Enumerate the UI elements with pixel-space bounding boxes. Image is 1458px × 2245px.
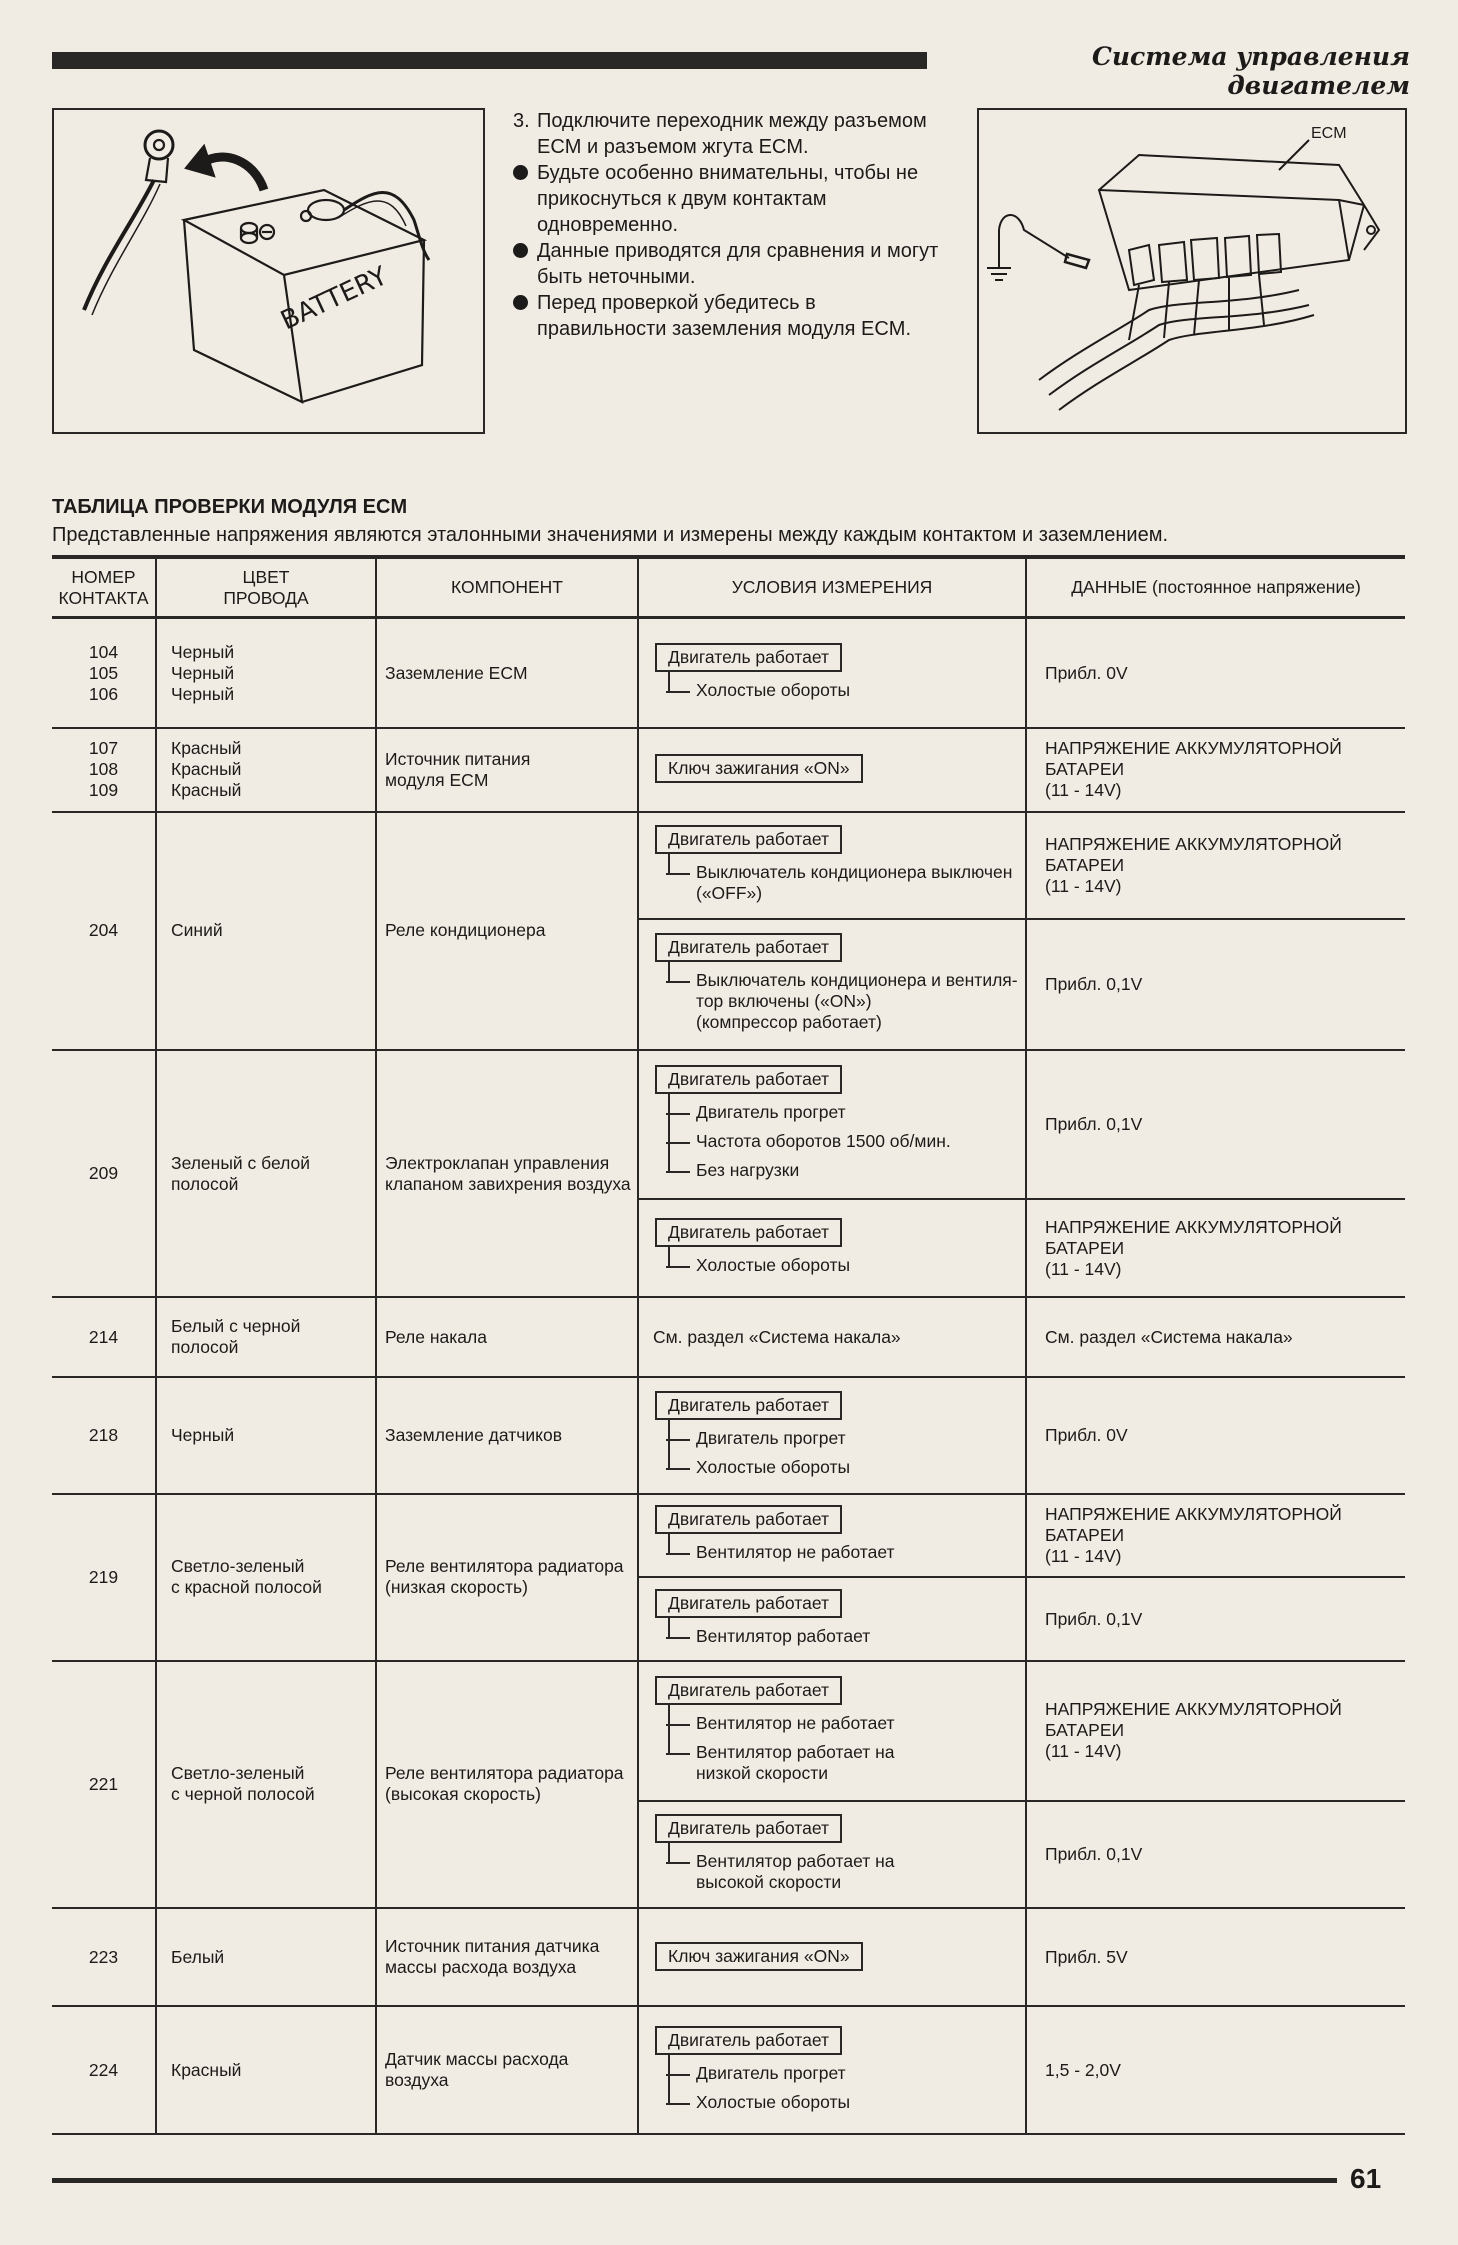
condition-item: Двигатель прогрет — [666, 1420, 1025, 1449]
page-header-title: Система управления двигателем — [1091, 42, 1410, 100]
data-value-cell: См. раздел «Система накала» — [1026, 1297, 1405, 1377]
component-cell: Заземление ECM — [376, 618, 638, 729]
condition-item: Вентилятор не работает — [666, 1534, 1025, 1563]
data-value-cell: Прибл. 0V — [1026, 1377, 1405, 1493]
condition-group — [639, 1499, 1025, 1571]
table-subtitle: Представленные напряжения являются эталонными значениями и измерены между каждым контактом и заземлением. — [52, 524, 1169, 546]
condition-box: Двигатель работает — [655, 643, 842, 672]
component-cell: Реле кондиционера — [376, 812, 638, 1050]
condition-item: Холостые обороты — [666, 1247, 1025, 1276]
instruction-bullet — [513, 238, 943, 290]
conditions-cell — [638, 1577, 1026, 1661]
instruction-text: Данные приводятся для сравнения и могут быть неточными. — [537, 240, 939, 288]
pin-cell: 224 — [52, 2006, 156, 2134]
condition-item: Выключатель кондиционера выключен («OFF») — [666, 854, 1025, 904]
condition-item: Холостые обороты — [666, 2084, 1025, 2113]
data-value-cell: Прибл. 0,1V — [1026, 1050, 1405, 1199]
conditions-cell — [638, 1377, 1026, 1493]
condition-box: Ключ зажигания «ON» — [655, 1942, 863, 1971]
conditions-cell — [638, 919, 1026, 1050]
condition-box: Двигатель работает — [655, 933, 842, 962]
instruction-bullet — [513, 160, 943, 238]
condition-group — [639, 1808, 1025, 1901]
conditions-cell — [638, 1050, 1026, 1199]
instruction-step — [513, 108, 943, 160]
table-row — [52, 1661, 1405, 1801]
page-number: 61 — [1350, 2163, 1382, 2194]
condition-group — [639, 637, 1025, 709]
condition-tree — [668, 1534, 1025, 1563]
condition-item: Вентилятор не работает — [666, 1705, 1025, 1734]
table-row — [52, 1297, 1405, 1377]
pin-cell: 221 — [52, 1661, 156, 1908]
ecm-illustration — [977, 108, 1407, 434]
wire-color-cell: Белый с черной полосой — [156, 1297, 376, 1377]
header-wire-color: ЦВЕТ ПРОВОДА — [156, 557, 376, 618]
condition-tree — [668, 1843, 1025, 1893]
condition-box: Двигатель работает — [655, 1814, 842, 1843]
condition-item: Без нагрузки — [666, 1152, 1025, 1181]
pin-cell: 104 105 106 — [52, 618, 156, 729]
bullet-icon — [513, 243, 528, 258]
condition-item: Вентилятор работает на низкой скорости — [666, 1734, 1025, 1784]
pin-cell: 219 — [52, 1494, 156, 1661]
wire-color-cell: Светло-зеленый с черной полосой — [156, 1661, 376, 1908]
conditions-cell — [638, 618, 1026, 729]
instruction-text: Будьте особенно внимательны, чтобы не прикоснуться к двум контактам одновременно. — [537, 162, 919, 236]
data-value-cell: НАПРЯЖЕНИЕ АККУМУЛЯТОРНОЙ БАТАРЕИ (11 - 14V) — [1026, 1661, 1405, 1801]
conditions-cell — [638, 1908, 1026, 2006]
header-rule — [52, 52, 927, 69]
header-data: ДАННЫЕ (постоянное напряжение) — [1026, 557, 1405, 618]
condition-tree — [668, 672, 1025, 701]
condition-item: Холостые обороты — [666, 1449, 1025, 1478]
battery-label: BATTERY — [276, 261, 392, 337]
pin-cell: 209 — [52, 1050, 156, 1297]
conditions-cell — [638, 1661, 1026, 1801]
condition-group — [639, 1583, 1025, 1655]
header-pin: НОМЕР КОНТАКТА — [52, 557, 156, 618]
condition-tree — [668, 2055, 1025, 2113]
wire-color-cell: Красный — [156, 2006, 376, 2134]
data-value-cell: Прибл. 0,1V — [1026, 1577, 1405, 1661]
instruction-bullet — [513, 290, 943, 342]
bullet-icon — [513, 295, 528, 310]
data-value-cell: Прибл. 0,1V — [1026, 1801, 1405, 1908]
component-cell: Реле накала — [376, 1297, 638, 1377]
condition-tree — [668, 1618, 1025, 1647]
condition-tree — [668, 962, 1025, 1033]
condition-item: Частота оборотов 1500 об/мин. — [666, 1123, 1025, 1152]
component-cell: Реле вентилятора радиатора (высокая скорость) — [376, 1661, 638, 1908]
condition-tree — [668, 1094, 1025, 1181]
instruction-text: Подключите переходник между разъемом ECM и разъемом жгута ECM. — [537, 110, 927, 158]
pin-cell: 214 — [52, 1297, 156, 1377]
condition-group — [639, 748, 1025, 791]
condition-box: Двигатель работает — [655, 1676, 842, 1705]
condition-group — [639, 1385, 1025, 1486]
condition-box: Двигатель работает — [655, 1218, 842, 1247]
pin-cell: 223 — [52, 1908, 156, 2006]
condition-box: Двигатель работает — [655, 2026, 842, 2055]
header-component: КОМПОНЕНТ — [376, 557, 638, 618]
pin-cell: 107 108 109 — [52, 728, 156, 812]
condition-box: Ключ зажигания «ON» — [655, 754, 863, 783]
condition-group — [639, 819, 1025, 912]
footer-rule — [52, 2178, 1337, 2183]
conditions-cell — [638, 812, 1026, 919]
condition-group — [639, 1212, 1025, 1284]
condition-group — [639, 1059, 1025, 1189]
table-row — [52, 728, 1405, 812]
table-row — [52, 1050, 1405, 1199]
data-value-cell: 1,5 - 2,0V — [1026, 2006, 1405, 2134]
table-row — [52, 812, 1405, 919]
battery-illustration — [52, 108, 485, 434]
conditions-cell — [638, 728, 1026, 812]
ecm-label: ECM — [1311, 125, 1347, 142]
wire-color-cell: Черный — [156, 1377, 376, 1493]
condition-group — [639, 1670, 1025, 1792]
data-value-cell: НАПРЯЖЕНИЕ АККУМУЛЯТОРНОЙ БАТАРЕИ (11 - 14V) — [1026, 812, 1405, 919]
component-cell: Заземление датчиков — [376, 1377, 638, 1493]
data-value-cell: Прибл. 0V — [1026, 618, 1405, 729]
condition-item: Холостые обороты — [666, 672, 1025, 701]
table-row — [52, 1377, 1405, 1493]
bullet-icon — [513, 165, 528, 180]
data-value-cell: Прибл. 5V — [1026, 1908, 1405, 2006]
condition-tree — [668, 1420, 1025, 1478]
condition-item: Вентилятор работает на высокой скорости — [666, 1843, 1025, 1893]
condition-box: Двигатель работает — [655, 1065, 842, 1094]
component-cell: Реле вентилятора радиатора (низкая скорость) — [376, 1494, 638, 1661]
condition-group — [639, 2020, 1025, 2121]
header-conditions: УСЛОВИЯ ИЗМЕРЕНИЯ — [638, 557, 1026, 618]
condition-box: Двигатель работает — [655, 825, 842, 854]
table-row — [52, 1908, 1405, 2006]
ecm-check-table — [52, 555, 1405, 2135]
wire-color-cell: Белый — [156, 1908, 376, 2006]
instruction-list — [513, 108, 943, 342]
data-value-cell: НАПРЯЖЕНИЕ АККУМУЛЯТОРНОЙ БАТАРЕИ (11 - 14V) — [1026, 728, 1405, 812]
data-value-cell: НАПРЯЖЕНИЕ АККУМУЛЯТОРНОЙ БАТАРЕИ (11 - 14V) — [1026, 1494, 1405, 1578]
condition-tree — [668, 1705, 1025, 1784]
condition-box: Двигатель работает — [655, 1505, 842, 1534]
wire-color-cell: Черный Черный Черный — [156, 618, 376, 729]
condition-item: Двигатель прогрет — [666, 2055, 1025, 2084]
data-value-cell: НАПРЯЖЕНИЕ АККУМУЛЯТОРНОЙ БАТАРЕИ (11 - 14V) — [1026, 1199, 1405, 1297]
data-value-cell: Прибл. 0,1V — [1026, 919, 1405, 1050]
table-header-row — [52, 557, 1405, 618]
instruction-text: Перед проверкой убедитесь в правильности заземления модуля ECM. — [537, 292, 912, 340]
condition-group — [639, 927, 1025, 1041]
conditions-cell — [638, 1199, 1026, 1297]
wire-color-cell: Зеленый с белой полосой — [156, 1050, 376, 1297]
wire-color-cell: Светло-зеленый с красной полосой — [156, 1494, 376, 1661]
step-number: 3. — [513, 110, 530, 132]
table-row — [52, 1494, 1405, 1578]
component-cell: Датчик массы расхода воздуха — [376, 2006, 638, 2134]
table-row — [52, 2006, 1405, 2134]
condition-tree — [668, 854, 1025, 904]
condition-box: Двигатель работает — [655, 1391, 842, 1420]
condition-item: Выключатель кондиционера и вентиля- тор включены («ON») (компрессор работает) — [666, 962, 1025, 1033]
wire-color-cell: Синий — [156, 812, 376, 1050]
condition-text: См. раздел «Система накала» — [653, 1326, 901, 1347]
condition-tree — [668, 1247, 1025, 1276]
conditions-cell — [638, 1297, 1026, 1377]
condition-box: Двигатель работает — [655, 1589, 842, 1618]
component-cell: Источник питания датчика массы расхода воздуха — [376, 1908, 638, 2006]
pin-cell: 218 — [52, 1377, 156, 1493]
conditions-cell — [638, 2006, 1026, 2134]
condition-item: Вентилятор работает — [666, 1618, 1025, 1647]
wire-color-cell: Красный Красный Красный — [156, 728, 376, 812]
condition-item: Двигатель прогрет — [666, 1094, 1025, 1123]
component-cell: Электроклапан управления клапаном завихрения воздуха — [376, 1050, 638, 1297]
conditions-cell — [638, 1494, 1026, 1578]
component-cell: Источник питания модуля ECM — [376, 728, 638, 812]
table-title: ТАБЛИЦА ПРОВЕРКИ МОДУЛЯ ECM — [52, 496, 408, 518]
condition-group — [639, 1936, 1025, 1979]
conditions-cell — [638, 1801, 1026, 1908]
pin-cell: 204 — [52, 812, 156, 1050]
table-row — [52, 618, 1405, 729]
